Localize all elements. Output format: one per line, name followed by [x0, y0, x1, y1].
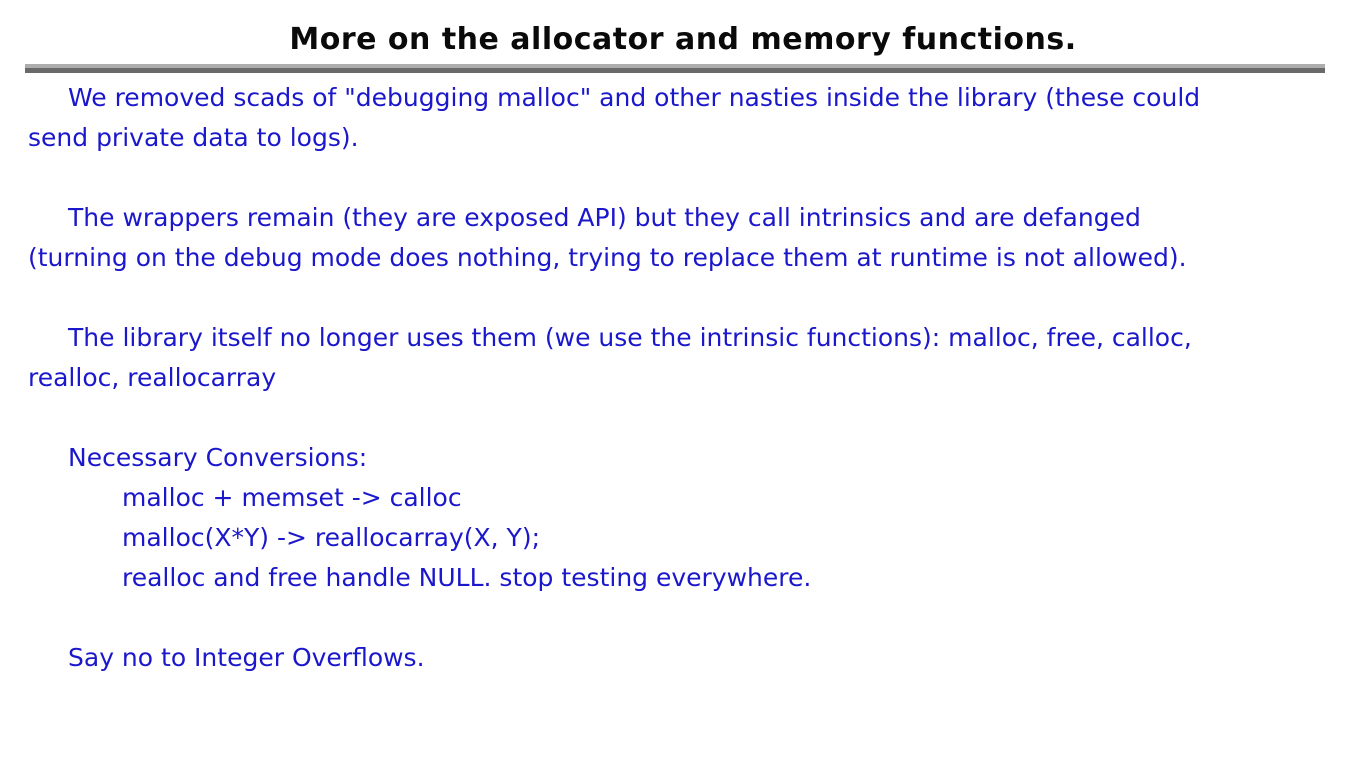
text-line: The wrappers remain (they are exposed API) but they call intrinsics and are defanged — [68, 203, 1141, 232]
text-line: malloc(X*Y) -> reallocarray(X, Y); — [122, 523, 541, 552]
text-line: (turning on the debug mode does nothing, trying to replace them at runtime is not allowed). — [28, 243, 1187, 272]
title-separator-dark-line — [25, 68, 1325, 73]
text-line: realloc, reallocarray — [28, 363, 277, 392]
paragraph-wrappers-remain — [0, 198, 1366, 278]
text-line: Say no to Integer Overflows. — [68, 643, 425, 672]
paragraph-debugging-malloc — [0, 78, 1366, 158]
text-line: Necessary Conversions: — [68, 443, 368, 472]
text-line: The library itself no longer uses them (we use the intrinsic functions): malloc, free, calloc, — [68, 323, 1192, 352]
title-separator — [25, 64, 1325, 73]
slide-body — [0, 78, 1366, 718]
text-line: realloc and free handle NULL. stop testing everywhere. — [122, 563, 812, 592]
paragraph-necessary-conversions — [0, 438, 1366, 598]
paragraph-library-intrinsics — [0, 318, 1366, 398]
slide-title: More on the allocator and memory functions. — [289, 22, 1077, 57]
text-line: send private data to logs). — [28, 123, 359, 152]
text-line: malloc + memset -> calloc — [122, 483, 462, 512]
paragraph-integer-overflows — [0, 638, 1366, 678]
text-line: We removed scads of "debugging malloc" and other nasties inside the library (these could — [68, 83, 1201, 112]
